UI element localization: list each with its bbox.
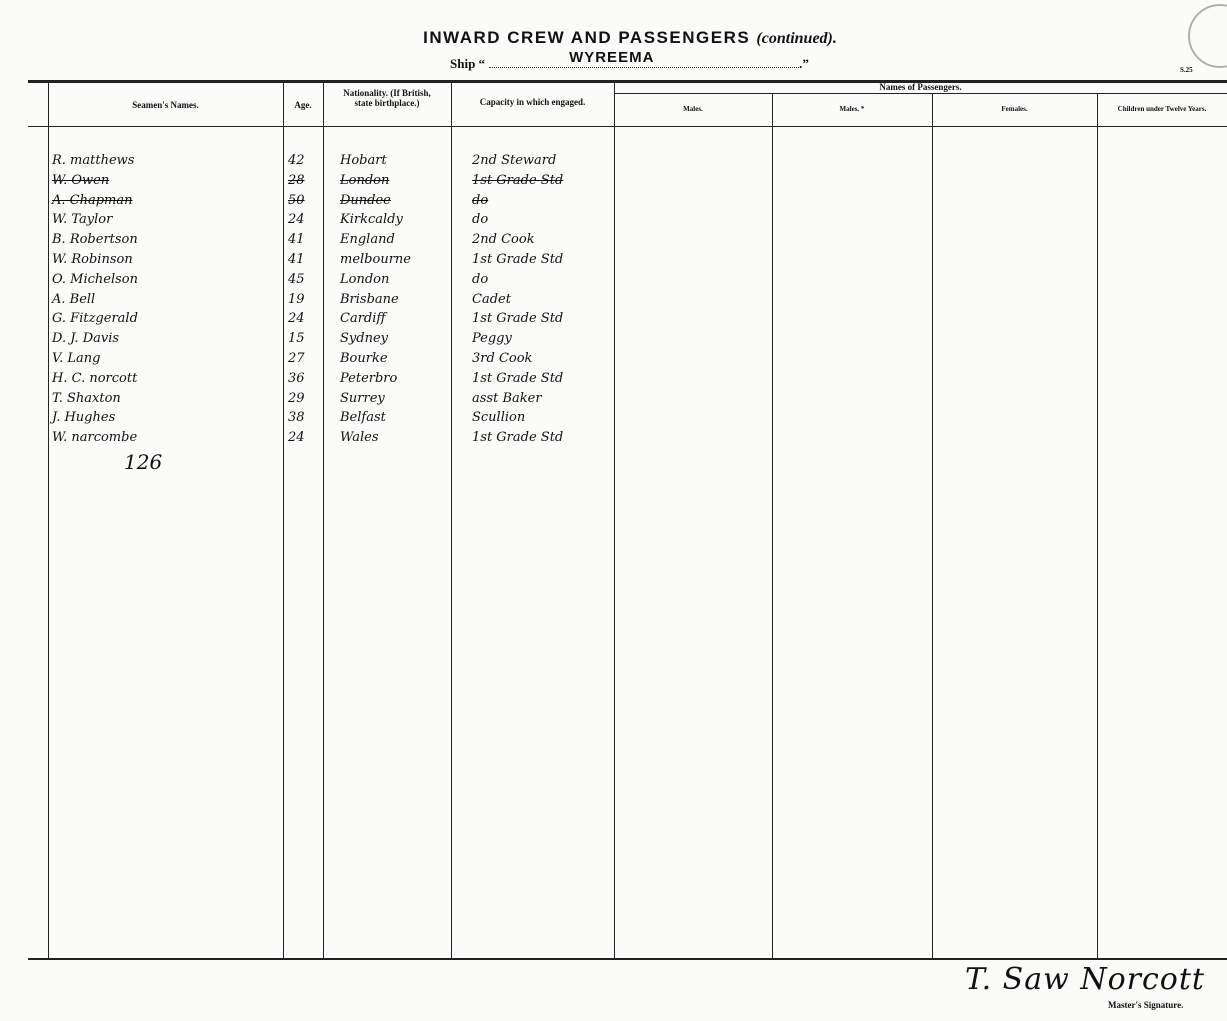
header-nationality: Nationality. (If British, state birthplace.) xyxy=(343,88,431,108)
header-capacity: Capacity in which engaged. xyxy=(479,97,586,107)
column-divider xyxy=(1097,93,1098,958)
ship-suffix: .” xyxy=(799,56,809,71)
seaman-capacity: do xyxy=(472,193,489,208)
seaman-capacity: 1st Grade Std xyxy=(472,371,564,386)
seaman-nationality: Wales xyxy=(340,430,379,445)
seaman-capacity: 2nd Steward xyxy=(472,153,557,168)
seaman-capacity: do xyxy=(472,272,489,287)
seaman-age: 24 xyxy=(288,311,305,326)
seaman-name: W. narcombe xyxy=(52,430,138,445)
seaman-capacity: 2nd Cook xyxy=(472,232,535,247)
seaman-capacity: Cadet xyxy=(472,292,511,307)
seaman-age: 24 xyxy=(288,430,305,445)
column-divider xyxy=(323,82,324,958)
column-divider xyxy=(614,82,615,958)
seaman-age: 29 xyxy=(288,391,305,406)
seaman-nationality: Belfast xyxy=(340,410,386,425)
seaman-capacity: Peggy xyxy=(472,331,512,346)
header-seamen-names: Seamen's Names. xyxy=(132,100,199,110)
seaman-nationality: London xyxy=(340,173,390,188)
seaman-age: 42 xyxy=(288,153,305,168)
seaman-name: W. Robinson xyxy=(52,252,133,267)
header-males: Males. xyxy=(683,105,703,113)
header-children: Children under Twelve Years. xyxy=(1117,105,1207,113)
seaman-age: 38 xyxy=(288,410,305,425)
seaman-capacity: 1st Grade Std xyxy=(472,173,564,188)
seaman-name: J. Hughes xyxy=(52,410,116,425)
seaman-nationality: Brisbane xyxy=(340,292,399,307)
seaman-name: B. Robertson xyxy=(52,232,138,247)
seaman-capacity: do xyxy=(472,212,489,227)
column-divider xyxy=(451,82,452,958)
page-title xyxy=(0,28,1227,48)
column-divider xyxy=(772,93,773,958)
seaman-capacity: 1st Grade Std xyxy=(472,311,564,326)
total-count: 126 xyxy=(124,450,163,474)
seaman-name: D. J. Davis xyxy=(52,331,120,346)
seaman-nationality: Kirkcaldy xyxy=(340,212,403,227)
seaman-capacity: 1st Grade Std xyxy=(472,252,564,267)
seaman-nationality: melbourne xyxy=(340,252,411,267)
title-main: INWARD CREW AND PASSENGERS xyxy=(423,28,751,47)
seaman-name: V. Lang xyxy=(52,351,101,366)
seaman-name: A. Bell xyxy=(52,292,96,307)
seaman-nationality: Dundee xyxy=(340,193,391,208)
passengers-subheader-rule xyxy=(614,93,1227,94)
column-divider xyxy=(48,82,49,958)
seaman-name: A. Chapman xyxy=(52,193,133,208)
seaman-age: 28 xyxy=(288,173,305,188)
seaman-age: 41 xyxy=(288,232,305,247)
seaman-nationality: Sydney xyxy=(340,331,388,346)
title-suffix: (continued). xyxy=(756,30,837,47)
seaman-nationality: Surrey xyxy=(340,391,385,406)
signature-label: Master's Signature. xyxy=(1108,1000,1184,1010)
seaman-capacity: 3rd Cook xyxy=(472,351,533,366)
header-passengers-group: Names of Passengers. xyxy=(879,82,962,92)
seaman-age: 19 xyxy=(288,292,305,307)
column-divider xyxy=(932,93,933,958)
seaman-name: O. Michelson xyxy=(52,272,139,287)
seaman-name: R. matthews xyxy=(52,153,135,168)
seaman-age: 15 xyxy=(288,331,305,346)
column-divider xyxy=(283,82,284,958)
seaman-name: W. Owen xyxy=(52,173,110,188)
seaman-capacity: Scullion xyxy=(472,410,526,425)
form-number: S.25 xyxy=(1180,66,1193,74)
ship-name-field xyxy=(489,49,799,68)
seaman-nationality: Bourke xyxy=(340,351,388,366)
header-age: Age. xyxy=(294,100,312,110)
seaman-age: 24 xyxy=(288,212,305,227)
ship-prefix: Ship “ xyxy=(450,56,486,71)
master-signature: T. Saw Norcott xyxy=(965,962,1205,997)
seaman-name: W. Taylor xyxy=(52,212,113,227)
header-males-2: Males. * xyxy=(839,105,865,113)
header-bottom-rule xyxy=(28,126,1227,127)
seaman-capacity: 1st Grade Std xyxy=(472,430,564,445)
seaman-nationality: Hobart xyxy=(340,153,387,168)
seaman-age: 50 xyxy=(288,193,305,208)
seaman-name: T. Shaxton xyxy=(52,391,121,406)
ship-row xyxy=(450,49,809,72)
seaman-age: 45 xyxy=(288,272,305,287)
seaman-nationality: Peterbro xyxy=(340,371,398,386)
seaman-name: H. C. norcott xyxy=(52,371,138,386)
seaman-capacity: asst Baker xyxy=(472,391,542,406)
table-bottom-rule xyxy=(28,958,1227,960)
seaman-nationality: Cardiff xyxy=(340,311,386,326)
seaman-nationality: London xyxy=(340,272,390,287)
seaman-nationality: England xyxy=(340,232,395,247)
seaman-name: G. Fitzgerald xyxy=(52,311,138,326)
seaman-age: 41 xyxy=(288,252,305,267)
header-females: Females. xyxy=(1001,105,1028,113)
ship-name: WYREEMA xyxy=(569,49,655,66)
seaman-age: 36 xyxy=(288,371,305,386)
seaman-age: 27 xyxy=(288,351,305,366)
